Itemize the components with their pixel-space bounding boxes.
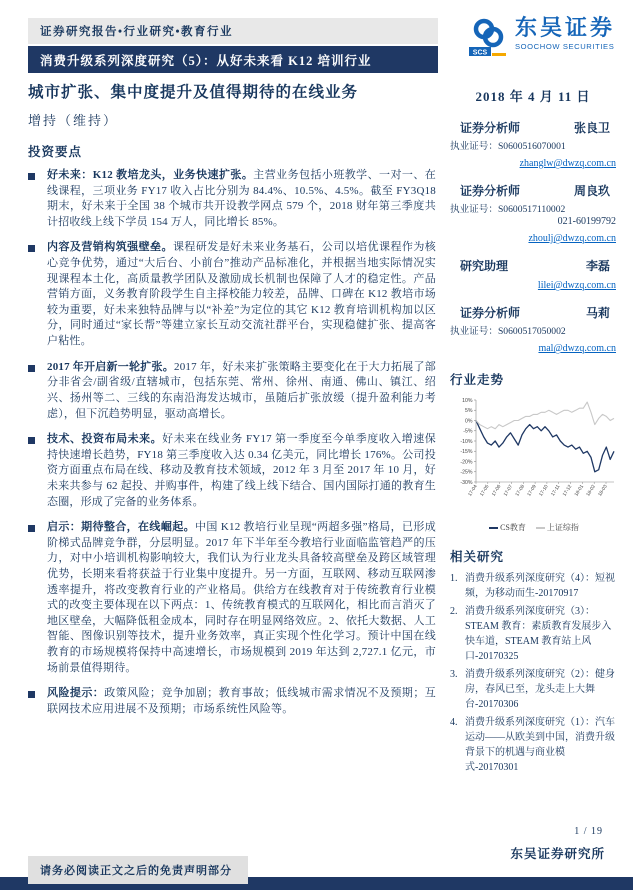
research-institute: 东吴证券研究所 [510, 847, 605, 861]
svg-text:-20%: -20% [460, 459, 473, 466]
analyst-phone: 021-60199792 [557, 216, 616, 227]
bullet-item [28, 240, 436, 349]
svg-text:18-02: 18-02 [586, 484, 597, 498]
analyst-license: 执业证号：S0600517110002 [450, 204, 566, 215]
svg-text:17-04: 17-04 [467, 484, 479, 498]
analyst-license: 执业证号：S0600516070001 [450, 141, 566, 152]
analyst-role: 研究助理 [460, 259, 509, 273]
report-date: 2018 年 4 月 11 日 [475, 89, 591, 104]
page-title: 城市扩张、集中度提升及值得期待的在线业务 [28, 84, 359, 101]
analyst-email-link[interactable]: zhoulj@dwzq.com.cn [528, 233, 616, 244]
svg-text:-10%: -10% [460, 438, 473, 445]
analyst-name: 李磊 [585, 259, 610, 273]
bullet-square-icon [28, 365, 35, 372]
chart-legend [450, 522, 618, 533]
svg-text:18-03: 18-03 [597, 484, 609, 498]
bullet-lead: 2017 年开启新一轮扩张。 [47, 360, 175, 373]
legend-swatch-index [536, 527, 545, 529]
svg-text:17-06: 17-06 [491, 484, 503, 498]
industry-trend-heading: 行业走势 [450, 373, 505, 387]
analyst-email-link[interactable]: zhanglw@dwzq.com.cn [519, 158, 616, 169]
svg-text:17-05: 17-05 [479, 484, 491, 498]
analyst-block [450, 304, 616, 356]
report-category-text: 证券研究报告•行业研究•教育行业 [40, 26, 234, 38]
svg-text:5%: 5% [465, 408, 473, 415]
analyst-role: 证券分析师 [460, 306, 521, 320]
trend-line-chart [450, 394, 618, 516]
brand-logo [467, 16, 615, 60]
analyst-role: 证券分析师 [460, 184, 521, 198]
logo-scs-text: SCS [472, 49, 488, 57]
related-research-item: 4. 消费升级系列深度研究（1）：汽车运动——从欧美到中国，消费升级背景下的机遇与商业模式-20170301 [450, 717, 615, 773]
related-research-text: 消费升级系列深度研究（1）：汽车运动——从欧美到中国，消费升级背景下的机遇与商业模式-20170301 [465, 717, 615, 773]
disclaimer-text: 请务必阅读正文之后的免责声明部分 [40, 865, 232, 877]
industry-trend-chart [450, 394, 618, 533]
series-title-text: 消费升级系列深度研究（5）：从好未来看 K12 培训行业 [40, 53, 372, 68]
related-research-item: 1. 消费升级系列深度研究（4）：短视频，为移动而生-20170917 [450, 573, 615, 599]
analyst-block [450, 257, 616, 293]
bullet-body: 2017 年，好未来扩张策略主要变化在于大力拓展了部分非省会/副省级/直辖城市，包括东莞、常州、徐州、南通、佛山、镇江、绍兴、扬州等二、三线的东南沿海发达城市，虽随后扩张放缓（提升盈利能力考虑），但下沉趋势明显，驱动高增长。 [47, 360, 436, 420]
svg-text:-15%: -15% [460, 449, 473, 456]
bullet-body: 主营业务包括小班教学、一对一、在线课程，三项业务 FY17 收入占比分别为 84.4%、10.5%、4.5%。截至 FY3Q18 期末，好未来于全国 38 个城市共开设教学网点 579 个，2018 财年第三季度共计招收线上线下学员 154 万人，同比增长 85%。 [47, 169, 436, 228]
brand-name-cn: 东吴证券 [514, 15, 615, 40]
related-research-item: 3. 消费升级系列深度研究（2）：健身房，春风已至，龙头走上大舞台-20170306 [450, 669, 615, 710]
bullet-item [28, 432, 436, 510]
analyst-name: 张良卫 [573, 121, 610, 135]
related-research-text: 消费升级系列深度研究（4）：短视频，为移动而生-20170917 [465, 573, 615, 599]
bullet-square-icon [28, 437, 35, 444]
bullet-lead: 内容及营销构筑强壁垒。 [47, 241, 173, 254]
page-number: 1 / 19 [574, 826, 603, 837]
bullet-item [28, 360, 436, 422]
bullet-item [28, 520, 436, 676]
soochow-logo-icon [467, 16, 509, 60]
analyst-license: 执业证号：S0600517050002 [450, 326, 566, 337]
bullet-body: 中国 K12 教培行业呈现“两超多强”格局，已形成阶梯式品牌竞争群，分层明显。2017 年下半年至今教培行业面临监管趋严的压力，对中小培训机构影响较大，我们认为行业龙头具备较高壁垒及跨区域管理优势，长期来看将获益于行业集中度提升。另一方面，互联网、移动互联网渗透率提升，将改变教育行业的产业格局。供给方在线教育对于传统教育行业模式的改变主要体现在以下两点：1、传统教育模式的互联网化，相比而言消灭了地区壁垒，大幅降低租金成本，同时存在明显网络效应。2、依托大数据、人工智能、图像识别等技术，提升业务效率，真正实现个性化学习。预计中国在线教育的市场规模将保持中高速增长，市场规模到 2019 年达到 2,727.1 亿元，市场前景值得期待。 [47, 521, 436, 674]
related-research-heading: 相关研究 [450, 550, 505, 564]
bullet-item [28, 168, 436, 230]
svg-text:17-09: 17-09 [527, 484, 538, 498]
related-research-text: 消费升级系列深度研究（3）：STEAM 教育：素质教育发展步入快车道，STEAM 教育站上风口-20170325 [465, 606, 612, 662]
bullet-body: 课程研发是好未来业务基石，公司以培优课程作为核心竞争优势，通过“大后台、小前台”推动产品标准化，并根据当地实际情况实现课程本土化，高质量教学团队及激励成长机制也保障了人才的稳定性。产品营销方面，义务教育阶段学生自主择校能力较差，品牌、口碑在 K12 教培市场较为重要，好未来独特品牌与以“补差”为定位的其它 K12 教育培训机构加以区分，同时通过“家长帮”等建立家长互动交流社群平台，实现稳健扩张、提高客户粘性。 [47, 241, 436, 348]
svg-text:10%: 10% [462, 397, 473, 404]
legend-label: 上证综指 [546, 523, 579, 532]
related-research-text: 消费升级系列深度研究（2）：健身房，春风已至，龙头走上大舞台-20170306 [465, 669, 615, 710]
svg-text:17-08: 17-08 [515, 484, 526, 498]
legend-label: CS教育 [500, 523, 526, 532]
bullet-body: 政策风险；竞争加剧；教育事故；低线城市需求情况不及预期；互联网技术应用进展不及预期；市场系统性风险等。 [47, 687, 436, 715]
analyst-name: 周良玖 [573, 184, 610, 198]
disclaimer-box [28, 856, 248, 884]
bullet-lead: 风险提示： [47, 687, 105, 700]
sidebar [450, 86, 616, 778]
bullet-body: 好未来在线业务 FY17 第一季度至今单季度收入增速保持快速增长趋势，FY18 第三季度收入达 0.34 亿美元，同比增长 176%。公司投资方面重点布局在线、移动及教育技术领域，2012 年 3 月至 2017 年 10 月，好未来共参与 62 起投、并购事件，构建了线上线下结合、国内国际打通的教育生态圈，形成了完备的业务体系。 [47, 433, 436, 508]
legend-swatch-cs [489, 527, 498, 529]
brand-wordmark [515, 16, 615, 51]
svg-text:0%: 0% [465, 418, 473, 425]
highlights-heading: 投资要点 [28, 145, 83, 159]
svg-text:17-07: 17-07 [503, 484, 515, 498]
analyst-block [450, 119, 616, 171]
bullet-square-icon [28, 245, 35, 252]
investment-highlights [28, 142, 436, 728]
rating-badge: 增持（维持） [28, 112, 119, 128]
bullet-lead: 技术、投资布局未来。 [47, 433, 163, 446]
bullet-lead: 好未来：K12 教培龙头，业务快速扩张。 [47, 169, 254, 181]
analyst-block [450, 182, 616, 246]
bullet-item-risk [28, 686, 436, 717]
svg-text:-25%: -25% [460, 469, 473, 476]
svg-text:18-01: 18-01 [574, 484, 586, 498]
related-research-item: 2. 消费升级系列深度研究（3）：STEAM 教育：素质教育发展步入快车道，STEAM 教育站上风口-20170325 [450, 604, 616, 664]
analyst-name: 马莉 [585, 306, 610, 320]
bullet-square-icon [28, 691, 35, 698]
svg-text:17-10: 17-10 [538, 484, 550, 498]
bullet-square-icon [28, 525, 35, 532]
title-block [28, 82, 436, 129]
bullet-lead: 启示：期待整合，在线崛起。 [47, 521, 195, 534]
brand-name-en: SOOCHOW SECURITIES [514, 42, 615, 52]
analyst-email-link[interactable]: lilei@dwzq.com.cn [537, 280, 616, 291]
svg-text:17-11: 17-11 [550, 484, 562, 498]
analyst-role: 证券分析师 [460, 121, 521, 135]
svg-text:-5%: -5% [463, 428, 473, 435]
report-category-bar [28, 18, 438, 44]
analyst-email-link[interactable]: mal@dwzq.com.cn [538, 343, 616, 354]
svg-text:-30%: -30% [460, 479, 473, 486]
series-title-bar [28, 46, 438, 73]
svg-text:17-12: 17-12 [562, 484, 574, 498]
bullet-square-icon [28, 173, 35, 180]
